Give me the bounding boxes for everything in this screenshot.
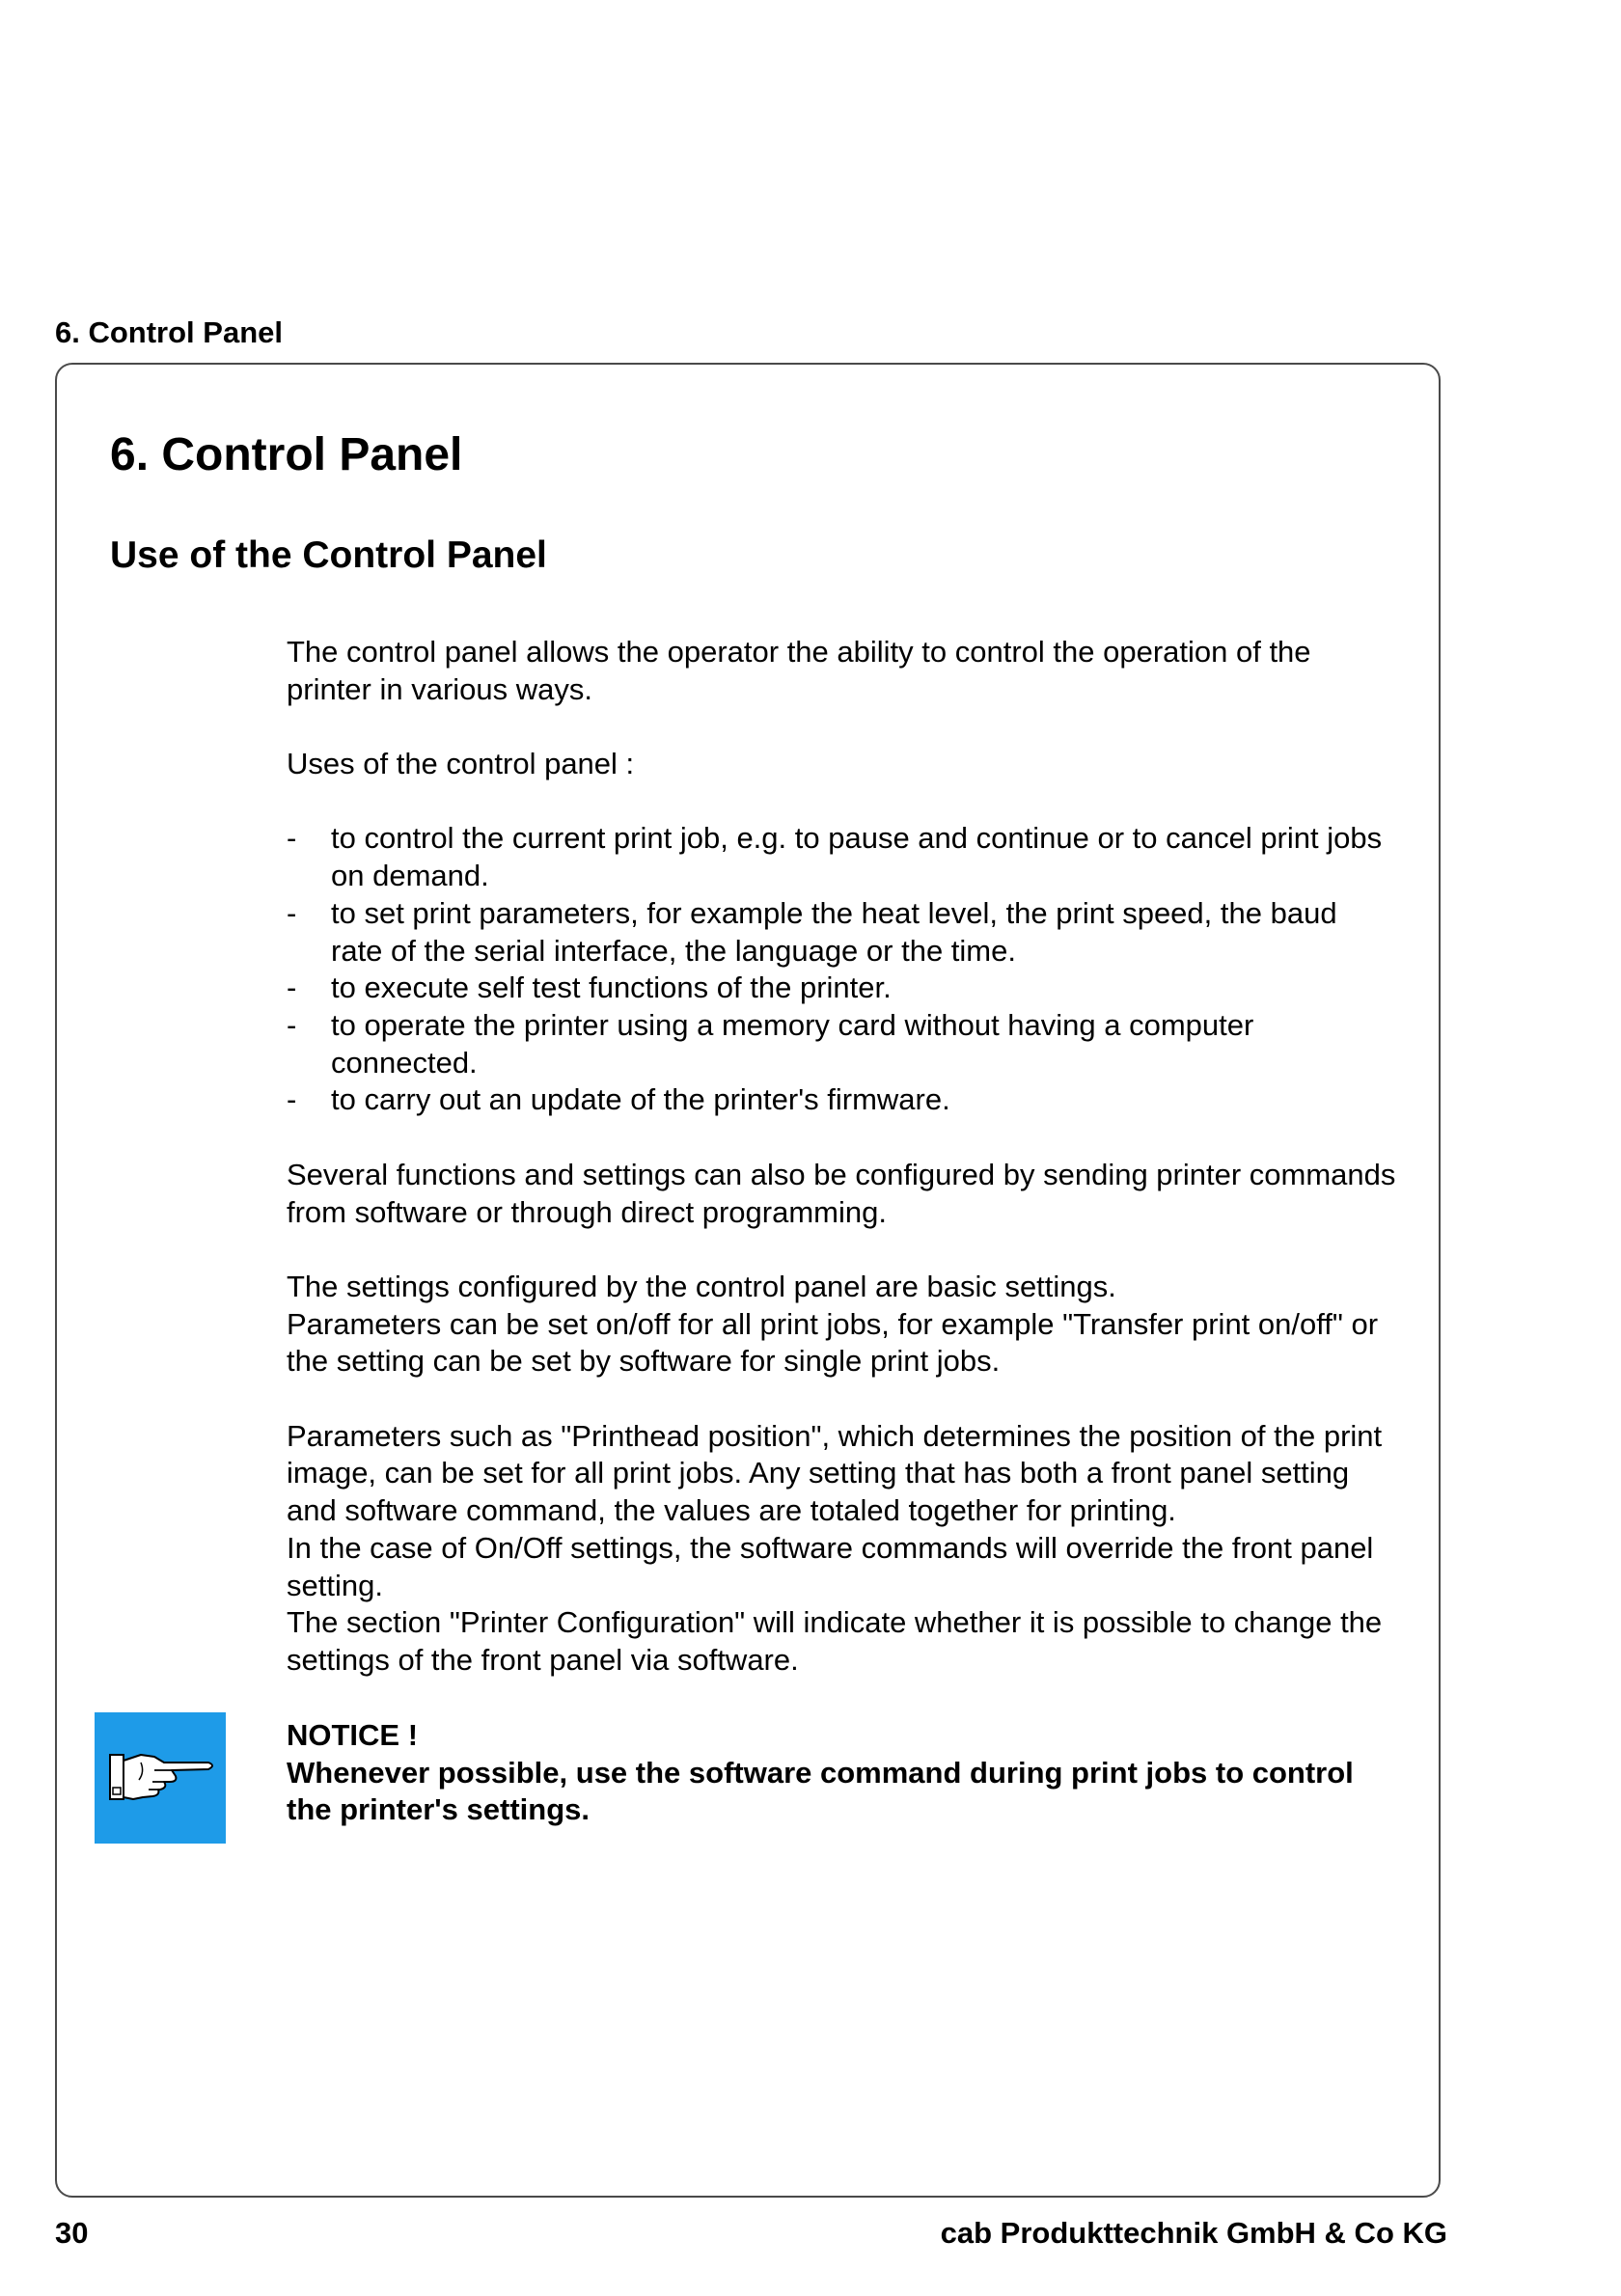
running-header-title: 6. Control Panel [55,315,283,349]
notice-title: NOTICE ! [287,1718,419,1752]
chapter-title: 6. Control Panel [110,429,463,480]
body-text [287,634,1396,1716]
uses-heading: Uses of the control panel : [287,747,635,781]
list-item [287,1081,1396,1119]
bullet-dash: - [287,1008,297,1042]
intro-paragraph: The control panel allows the operator the ability to control the operation of the printer in various ways. [287,635,1311,706]
pointing-hand-graphic [95,1712,226,1844]
basic-settings-line-1: The settings configured by the control panel are basic settings. [287,1269,1116,1303]
uses-list [287,820,1396,1119]
bullet-dash: - [287,821,297,856]
list-item [287,895,1396,970]
bullet-dash: - [287,1082,297,1117]
list-item-text: to execute self test functions of the printer. [331,970,892,1005]
notice-block [287,1717,1396,1829]
list-item [287,1007,1396,1081]
software-commands-paragraph: Several functions and settings can also be configured by sending printer commands from software or through direct programming. [287,1157,1396,1229]
bullet-dash: - [287,970,297,1005]
parameters-line-3: The section "Printer Configuration" will indicate whether it is possible to change the settings of the front panel via software. [287,1605,1383,1677]
section-title: Use of the Control Panel [110,534,547,576]
page-number: 30 [55,2216,89,2250]
pointing-hand-icon [95,1712,226,1844]
basic-settings-paragraph [287,1269,1396,1380]
list-item [287,820,1396,894]
parameters-line-2: In the case of On/Off settings, the software commands will override the front panel setting. [287,1530,1374,1602]
parameters-line-1: Parameters such as "Printhead position", which determines the position of the print image, can be set for all print jobs. Any setting that has both a front panel setting and software command, the values are totaled together for printing. [287,1418,1383,1528]
notice-text: Whenever possible, use the software command during print jobs to control the printer's settings. [287,1755,1354,1827]
list-item-text: to control the current print job, e.g. to pause and continue or to cancel print jobs on demand. [331,821,1383,893]
list-item [287,970,1396,1007]
footer-company: cab Produkttechnik GmbH & Co KG [940,2216,1447,2250]
parameters-paragraph [287,1418,1396,1680]
bullet-dash: - [287,895,297,930]
list-item-text: to set print parameters, for example the heat level, the print speed, the baud rate of the serial interface, the language or the time. [331,895,1337,968]
list-item-text: to operate the printer using a memory card without having a computer connected. [331,1008,1254,1080]
basic-settings-line-2: Parameters can be set on/off for all print jobs, for example "Transfer print on/off" or the setting can be set by software for single print jobs. [287,1306,1379,1379]
list-item-text: to carry out an update of the printer's firmware. [331,1082,950,1117]
